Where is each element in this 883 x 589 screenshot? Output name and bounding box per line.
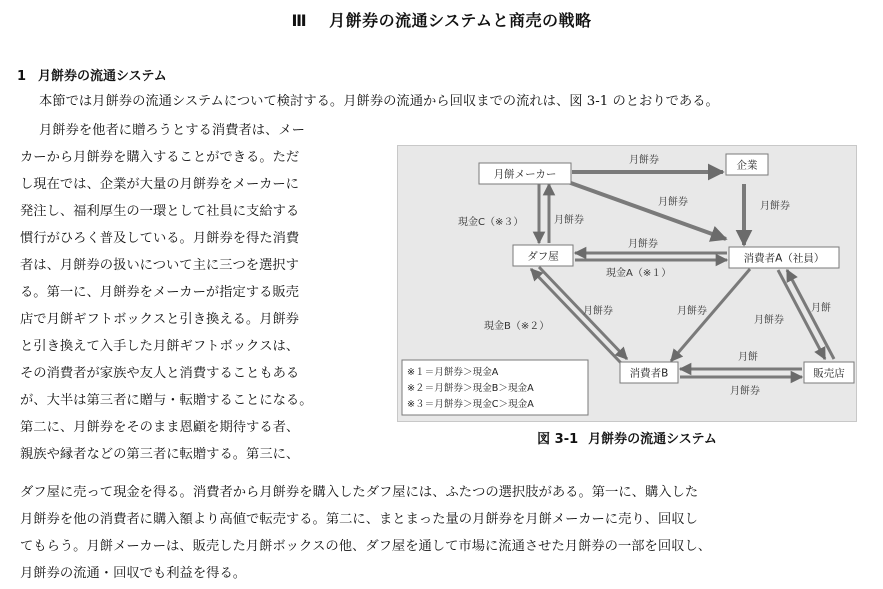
section-number: 1 — [17, 69, 27, 84]
paragraph-line: し現在では、企業が大量の月餅券をメーカーに — [20, 177, 299, 192]
paragraph-line: る。第一に、月餅券をメーカーが指定する販売 — [20, 285, 299, 300]
figure-caption — [397, 428, 857, 447]
node-scalper-label: ダフ屋 — [527, 250, 559, 263]
paragraph-line: ダフ屋に売って現金を得る。消費者から月餅券を購入したダフ屋には、ふたつの選択肢がある。第一に、購入した — [20, 485, 699, 500]
label-scalper-maker: 月餅券 — [554, 215, 584, 226]
paragraph-line: と引き換えて入手した月餅ギフトボックスは、 — [20, 339, 300, 354]
node-store-label: 販売店 — [813, 367, 845, 380]
legend-item: ※３＝月餅券＞現金C＞現金A — [407, 399, 534, 410]
figure-diagram — [397, 145, 857, 422]
section-title-text: 月餅券の流通システム — [38, 69, 167, 84]
node-company — [726, 154, 768, 175]
node-maker-label: 月餅メーカー — [493, 168, 557, 181]
label-maker-consumer-a: 月餅券 — [658, 197, 688, 208]
node-company-label: 企業 — [736, 159, 758, 172]
label-cash-c: 現金C（※３） — [458, 217, 524, 228]
chapter-title-text: 月餅券の流通システムと商売の戦略 — [329, 11, 592, 30]
label-scalper-consumer-b: 月餅券 — [583, 306, 613, 317]
flow-diagram-svg — [398, 146, 858, 423]
edge-maker-consumer-a — [568, 182, 726, 239]
label-consumer-a-consumer-b: 月餅券 — [677, 306, 707, 317]
figure-number: 図 3-1 — [537, 432, 579, 447]
paragraph-line: 親族や縁者などの第三者に転贈する。第三に、 — [20, 447, 300, 462]
node-consumer-b-label: 消費者B — [629, 367, 669, 380]
label-consumer-a-store: 月餅券 — [754, 315, 784, 326]
intro-paragraph-line: 本節では月餅券の流通システムについて検討する。月餅券の流通から回収までの流れは、図 3-1 のとおりである。 — [39, 94, 719, 109]
label-consumer-a-scalper: 月餅券 — [628, 239, 658, 250]
edge-store-consumer-a — [787, 270, 834, 359]
section-heading — [17, 65, 167, 84]
paragraph-line: 発注し、福利厚生の一環として社員に支給する — [20, 204, 300, 219]
paragraph-line: てもらう。月餅メーカーは、販売した月餅ボックスの他、ダフ屋を通して市場に流通させた月餅券の一部を回収し、 — [20, 539, 712, 554]
label-maker-company: 月餅券 — [629, 155, 659, 166]
chapter-number: Ⅲ — [291, 11, 308, 30]
paragraph-line: が、大半は第三者に贈与・転贈することになる。 — [20, 393, 313, 408]
paragraph-line: 月餅券の流通・回収でも利益を得る。 — [20, 566, 247, 581]
edge-consumer-a-store — [778, 270, 825, 359]
paragraph-line: 月餅券を他者に贈ろうとする消費者は、メー — [39, 123, 305, 138]
paragraph-line: 店で月餅ギフトボックスと引き換える。月餅券 — [20, 312, 300, 327]
paragraph-line: その消費者が家族や友人と消費することもある — [20, 366, 300, 381]
diagram-legend — [402, 360, 588, 415]
label-cash-b: 現金B（※２） — [484, 321, 550, 332]
label-cash-a: 現金A（※１） — [606, 268, 672, 279]
label-store-consumer-b: 月餅 — [738, 352, 758, 363]
node-consumer-a — [729, 247, 839, 268]
legend-item: ※２＝月餅券＞現金B＞現金A — [407, 383, 534, 394]
paragraph-line: 第二に、月餅券をそのまま恩顧を期待する者、 — [20, 420, 300, 435]
paragraph-line: 者は、月餅券の扱いについて主に三つを選択す — [20, 258, 299, 273]
label-company-consumer-a: 月餅券 — [760, 201, 790, 212]
paragraph-line: 月餅券を他の消費者に購入額より高値で転売する。第二に、まとまった量の月餅券を月餅メーカーに売り、回収し — [20, 512, 698, 527]
node-store — [804, 362, 854, 383]
paragraph-line: カーから月餅券を購入することができる。ただ — [20, 150, 300, 165]
node-consumer-b — [620, 362, 678, 383]
node-scalper — [513, 245, 573, 266]
figure-caption-text: 月餅券の流通システム — [588, 432, 717, 447]
label-consumer-b-store: 月餅券 — [730, 386, 760, 397]
paragraph-line: 慣行がひろく普及している。月餅券を得た消費 — [20, 231, 300, 246]
legend-item: ※１＝月餅券＞現金A — [407, 367, 499, 378]
node-consumer-a-label: 消費者A（社員） — [743, 252, 825, 265]
chapter-title — [0, 8, 883, 31]
label-store-consumer-a: 月餅 — [811, 303, 831, 314]
node-maker — [479, 163, 571, 184]
